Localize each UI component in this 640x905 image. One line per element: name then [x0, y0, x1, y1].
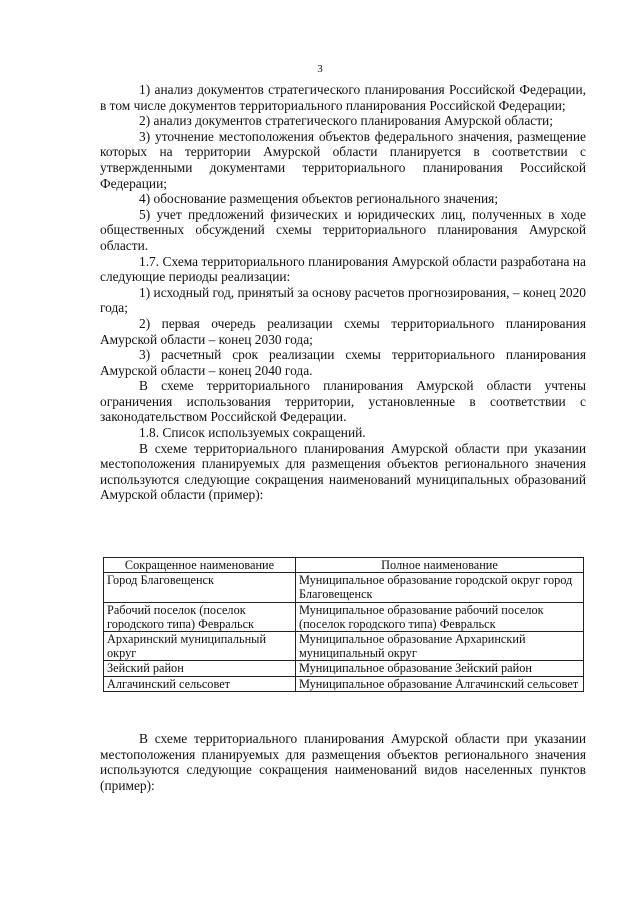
column-header-short: Сокращенное наименование	[104, 558, 296, 573]
closing-text	[100, 731, 586, 793]
abbreviations-table	[103, 557, 584, 692]
table-row	[104, 573, 584, 602]
paragraph: 3) уточнение местоположения объектов федерального значения, размещение которых на территории Амурской области планируется в соответствии с утвержденными документами территориального планирования Российской Федерации;	[100, 128, 586, 191]
table-row	[104, 632, 584, 661]
short-name-cell: Архаринский муниципальный округ	[104, 632, 296, 661]
table-row	[104, 676, 584, 691]
paragraph: 1) анализ документов стратегического планирования Российской Федерации, в том числе документов территориального планирования Российской Федерации;	[100, 82, 586, 113]
paragraph: 1) исходный год, принятый за основу расчетов прогнозирования, – конец 2020 года;	[100, 284, 586, 316]
table-row	[104, 661, 584, 676]
short-name-cell: Алгачинский сельсовет	[104, 676, 296, 691]
full-name-cell: Муниципальное образование Архаринский муниципальный округ	[296, 632, 584, 661]
table-row	[104, 602, 584, 631]
page-number: 3	[317, 63, 323, 75]
short-name-cell: Рабочий поселок (поселок городского типа) Февральск	[104, 602, 296, 631]
body-text	[100, 82, 586, 503]
paragraph: 5) учет предложений физических и юридических лиц, полученных в ходе общественных обсуждений схемы территориального планирования Амурской области.	[100, 206, 586, 253]
full-name-cell: Муниципальное образование Зейский район	[296, 661, 584, 676]
paragraph: 2) анализ документов стратегического планирования Амурской области;	[139, 113, 553, 129]
short-name-cell: Зейский район	[104, 661, 296, 676]
paragraph: 1.8. Список используемых сокращений.	[139, 425, 366, 441]
table-header-row	[104, 558, 584, 573]
paragraph: В схеме территориального планирования Амурской области при указании местоположения планируемых для размещения объектов регионального значения используются следующие сокращения наименований муниципальных образований Амурской области (пример):	[100, 440, 586, 503]
full-name-cell: Муниципальное образование Алгачинский сельсовет	[296, 676, 584, 691]
paragraph: В схеме территориального планирования Амурской области учтены ограничения использования территории, установленные в соответствии с законодательством Российской Федерации.	[100, 378, 586, 425]
paragraph: 2) первая очередь реализации схемы территориального планирования Амурской области – конец 2030 года;	[100, 315, 586, 347]
column-header-full: Полное наименование	[296, 558, 584, 573]
paragraph: В схеме территориального планирования Амурской области при указании местоположения планируемых для размещения объектов регионального значения используются следующие сокращения наименований видов населенных пунктов (пример):	[100, 731, 586, 793]
full-name-cell: Муниципальное образование рабочий поселок (поселок городского типа) Февральск	[296, 602, 584, 631]
paragraph: 1.7. Схема территориального планирования Амурской области разработана на следующие периоды реализации:	[100, 253, 586, 285]
short-name-cell: Город Благовещенск	[104, 573, 296, 602]
paragraph: 4) обоснование размещения объектов регионального значения;	[139, 191, 499, 207]
paragraph: 3) расчетный срок реализации схемы территориального планирования Амурской области – конец 2040 года.	[100, 347, 586, 378]
full-name-cell: Муниципальное образование городской округ город Благовещенск	[296, 573, 584, 602]
